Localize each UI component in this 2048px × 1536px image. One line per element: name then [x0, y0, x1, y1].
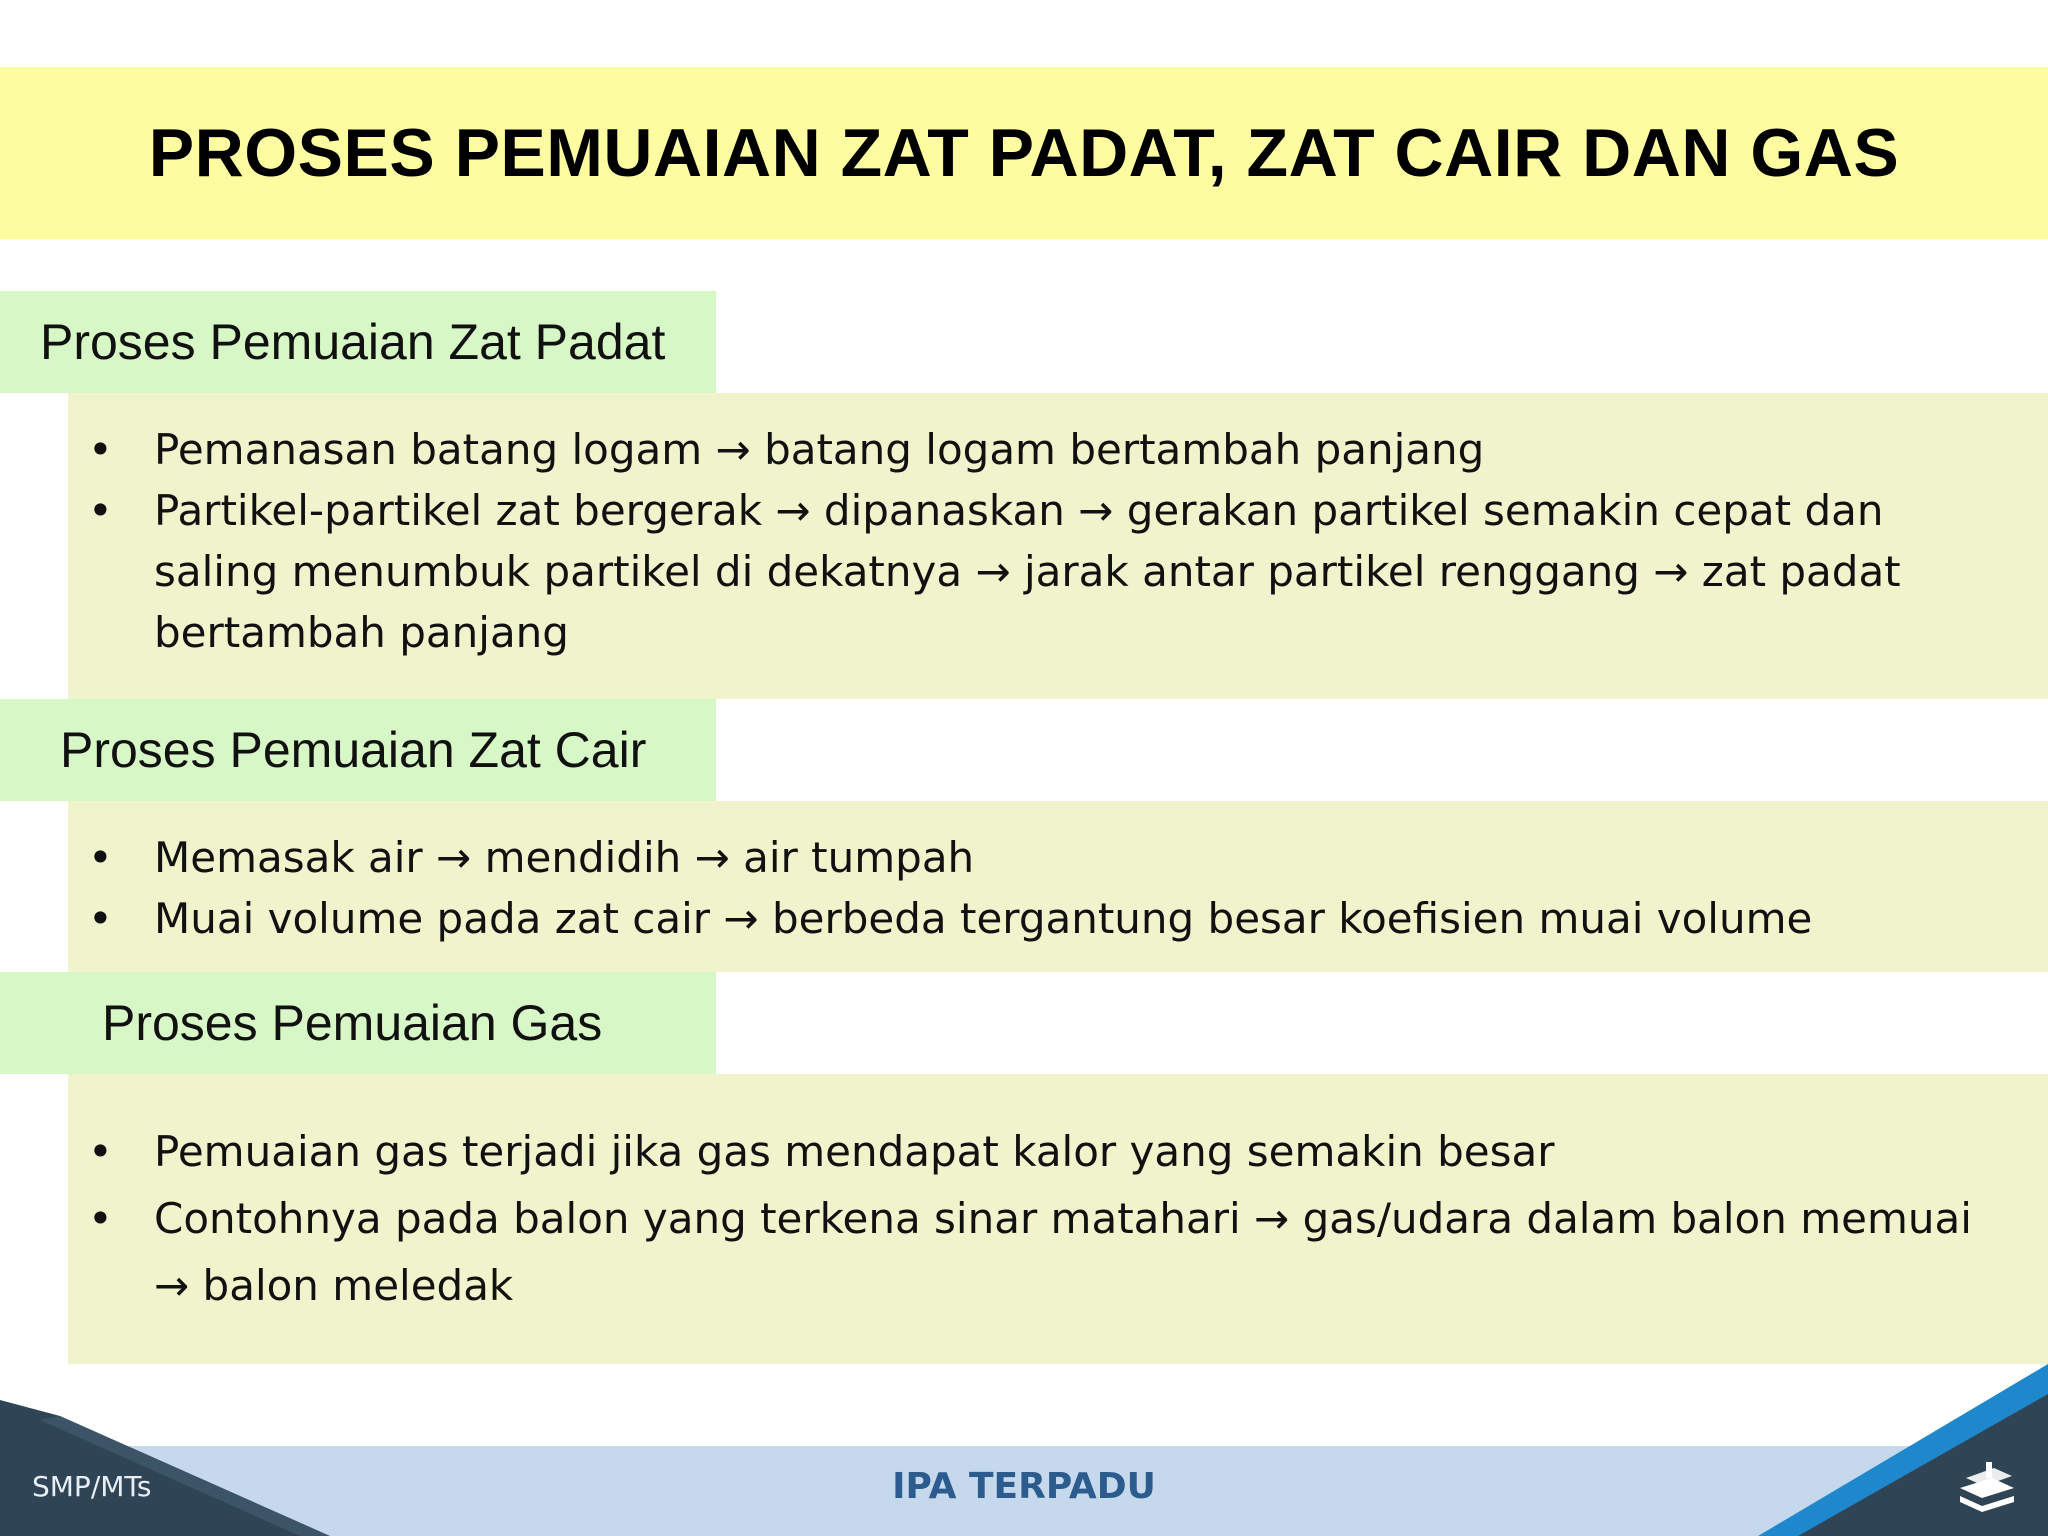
- list-item: [68, 1118, 2008, 1185]
- footer-subject-title: IPA TERPADU: [892, 1466, 1156, 1507]
- title-band: [0, 67, 2048, 239]
- list-item: [68, 888, 2008, 949]
- slide-title: PROSES PEMUAIAN ZAT PADAT, ZAT CAIR DAN GAS: [148, 115, 1900, 191]
- section-body-gas: [68, 1074, 2048, 1364]
- bullet-text: Partikel-partikel zat bergerak → dipanaskan → gerakan partikel semakin cepat dan saling menumbuk partikel di dekatnya → jarak antar partikel renggang → zat padat bertambah panjang: [154, 486, 1901, 657]
- section-heading-gas: [0, 972, 716, 1074]
- section-heading-liquid: [0, 699, 716, 801]
- footer-school-level: SMP/MTs: [32, 1470, 152, 1503]
- bullet-icon: •: [88, 425, 113, 474]
- bullet-text: Pemanasan batang logam → batang logam bertambah panjang: [154, 425, 1485, 474]
- list-item: [68, 827, 2008, 888]
- bullet-icon: •: [88, 833, 113, 882]
- section-heading-label: Proses Pemuaian Zat Cair: [60, 722, 647, 778]
- bullet-text: Memasak air → mendidih → air tumpah: [154, 833, 975, 882]
- section-body-solid: [68, 393, 2048, 699]
- section-body-liquid: [68, 801, 2048, 972]
- section-heading-label: Proses Pemuaian Gas: [102, 995, 603, 1051]
- bullet-icon: •: [88, 486, 113, 535]
- section-heading-solid: [0, 291, 716, 393]
- bullet-icon: •: [88, 1127, 113, 1176]
- bullet-list: [68, 419, 2008, 663]
- bullet-list: [68, 827, 2008, 949]
- list-item: [68, 480, 2008, 663]
- bullet-text: Contohnya pada balon yang terkena sinar matahari → gas/udara dalam balon memuai → balon meledak: [154, 1194, 1972, 1310]
- stacked-books-logo-icon: [1956, 1458, 2018, 1516]
- bullet-icon: •: [88, 894, 113, 943]
- list-item: [68, 419, 2008, 480]
- bullet-list: [68, 1118, 2008, 1319]
- bullet-text: Pemuaian gas terjadi jika gas mendapat kalor yang semakin besar: [154, 1127, 1555, 1176]
- section-heading-label: Proses Pemuaian Zat Padat: [40, 314, 666, 370]
- list-item: [68, 1185, 2008, 1319]
- bullet-text: Muai volume pada zat cair → berbeda tergantung besar koefisien muai volume: [154, 894, 1813, 943]
- bullet-icon: •: [88, 1194, 113, 1243]
